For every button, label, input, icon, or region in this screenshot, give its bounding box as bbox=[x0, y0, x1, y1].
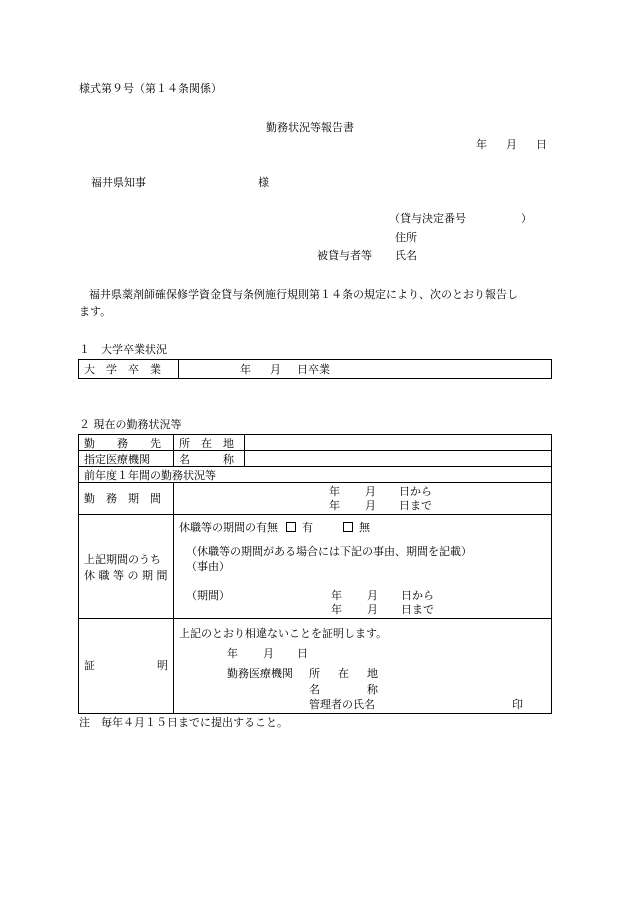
loan-number-label: （貸与決定番号 bbox=[389, 212, 466, 225]
row-rule bbox=[78, 514, 552, 515]
col-rule bbox=[173, 434, 174, 466]
cert-label-2: 明 bbox=[157, 659, 168, 672]
cert-day: 日 bbox=[297, 647, 308, 660]
institution-label: 勤務医療機関 bbox=[227, 667, 293, 680]
to-year: 年 bbox=[329, 499, 340, 512]
leave-label-1: 上記期間のうち bbox=[84, 553, 161, 566]
cert-location-a: 所 bbox=[309, 667, 320, 680]
date-day: 日 bbox=[536, 138, 547, 151]
row-rule bbox=[78, 482, 552, 483]
body-line-1: 福井県薬剤師確保修学資金貸与条例施行規則第１４条の規定により、次のとおり報告し bbox=[89, 288, 518, 301]
col-rule bbox=[173, 482, 174, 714]
graduation-label: 大 学 卒 業 bbox=[84, 363, 161, 376]
leave-note: （休職等の期間がある場合には下記の事由、期間を記載） bbox=[186, 545, 472, 558]
leave-label-2: 休 職 等 の 期 間 bbox=[84, 569, 168, 582]
honorific: 様 bbox=[258, 176, 269, 189]
to-day: 日まで bbox=[399, 499, 432, 512]
workplace-label: 勤 務 先 bbox=[84, 437, 161, 450]
cert-name-a: 名 bbox=[309, 683, 320, 696]
leave-from-year: 年 bbox=[331, 589, 342, 602]
row-rule bbox=[78, 450, 552, 451]
period-sub-label: （期間） bbox=[186, 589, 230, 602]
section2-heading: ２ 現在の勤務状況等 bbox=[79, 418, 182, 431]
row-rule bbox=[78, 466, 552, 467]
leave-to-day: 日まで bbox=[401, 603, 434, 616]
graduation-day: 日卒業 bbox=[297, 363, 330, 376]
col-rule bbox=[244, 434, 245, 466]
loan-number-close: ） bbox=[521, 212, 532, 225]
graduation-year: 年 bbox=[240, 363, 251, 376]
leave-to-month: 月 bbox=[367, 603, 378, 616]
form-number: 様式第９号（第１４条関係） bbox=[79, 82, 222, 95]
borrower-label: 被貸与者等 bbox=[317, 249, 372, 262]
no-label: 無 bbox=[359, 521, 370, 534]
prev-year-label: 前年度１年間の勤務状況等 bbox=[84, 469, 216, 482]
no-checkbox[interactable] bbox=[343, 522, 353, 532]
from-year: 年 bbox=[329, 485, 340, 498]
yes-checkbox[interactable] bbox=[286, 522, 296, 532]
cert-location-b: 在 bbox=[338, 667, 349, 680]
submission-note: 注 毎年４月１５日までに提出すること。 bbox=[79, 716, 288, 729]
date-year: 年 bbox=[476, 138, 487, 151]
designated-label: 指定医療機関 bbox=[84, 453, 150, 466]
addressee: 福井県知事 bbox=[91, 176, 146, 189]
body-line-2: ます。 bbox=[79, 305, 112, 318]
cert-month: 月 bbox=[263, 647, 274, 660]
date-month: 月 bbox=[506, 138, 517, 151]
yes-label: 有 bbox=[302, 521, 313, 534]
form-title: 勤務状況等報告書 bbox=[266, 121, 354, 134]
workplace-name-label: 名 称 bbox=[179, 453, 234, 466]
reason-label: （事由） bbox=[186, 560, 230, 573]
cert-text: 上記のとおり相違ないことを証明します。 bbox=[179, 627, 388, 640]
cert-name-b: 称 bbox=[367, 683, 378, 696]
leave-to-year: 年 bbox=[331, 603, 342, 616]
row-rule bbox=[78, 618, 552, 619]
leave-question-row bbox=[179, 521, 370, 534]
cert-year: 年 bbox=[227, 647, 238, 660]
name-label: 氏名 bbox=[395, 249, 417, 262]
cert-location-c: 地 bbox=[367, 667, 378, 680]
graduation-divider bbox=[178, 359, 179, 379]
seal-mark: 印 bbox=[512, 698, 523, 711]
leave-from-day: 日から bbox=[401, 589, 434, 602]
leave-from-month: 月 bbox=[367, 589, 378, 602]
from-day: 日から bbox=[399, 485, 432, 498]
period-label: 勤 務 期 間 bbox=[84, 492, 161, 505]
leave-question: 休職等の期間の有無 bbox=[179, 521, 278, 534]
graduation-month: 月 bbox=[270, 363, 281, 376]
manager-label: 管理者の氏名 bbox=[309, 698, 375, 711]
address-label: 住所 bbox=[395, 231, 417, 244]
cert-label-1: 証 bbox=[84, 659, 95, 672]
section1-heading: １ 大学卒業状況 bbox=[79, 343, 167, 356]
location-label: 所 在 地 bbox=[179, 437, 234, 450]
to-month: 月 bbox=[365, 499, 376, 512]
from-month: 月 bbox=[365, 485, 376, 498]
